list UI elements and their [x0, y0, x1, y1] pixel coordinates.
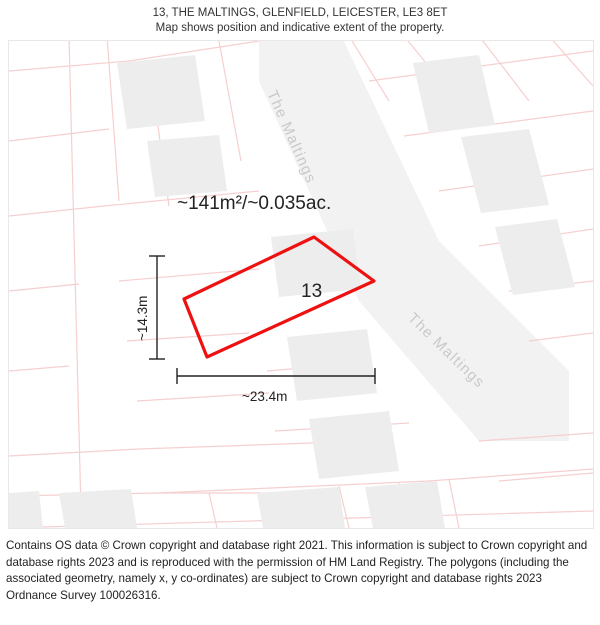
plot-number-label: 13 — [301, 281, 323, 302]
page-subtitle: Map shows position and indicative extent of the property. — [155, 22, 445, 34]
copyright-notice: Contains OS data © Crown copyright and database right 2021. This information is subject to Crown copyright and database rights 2023 and is reproduced with the permission of HM Land Registry. The polygons (including the associated geometry, namely x, y co-ordinates) are subject to Crown copyright and database rights 2023 Ordnance Survey 100026316. — [6, 539, 588, 602]
page-header — [0, 0, 600, 36]
height-dimension-label: ~14.3m — [135, 295, 150, 341]
map-canvas[interactable] — [8, 40, 594, 529]
page-title: 13, THE MALTINGS, GLENFIELD, LEICESTER, LE3 8ET — [152, 7, 448, 19]
height-dimension — [149, 256, 165, 359]
road-label-lower: The Maltings — [404, 309, 489, 392]
area-label: ~141m²/~0.035ac. — [177, 193, 332, 214]
width-dimension-label: ~23.4m — [242, 389, 288, 404]
road-label-upper: The Maltings — [263, 87, 320, 187]
